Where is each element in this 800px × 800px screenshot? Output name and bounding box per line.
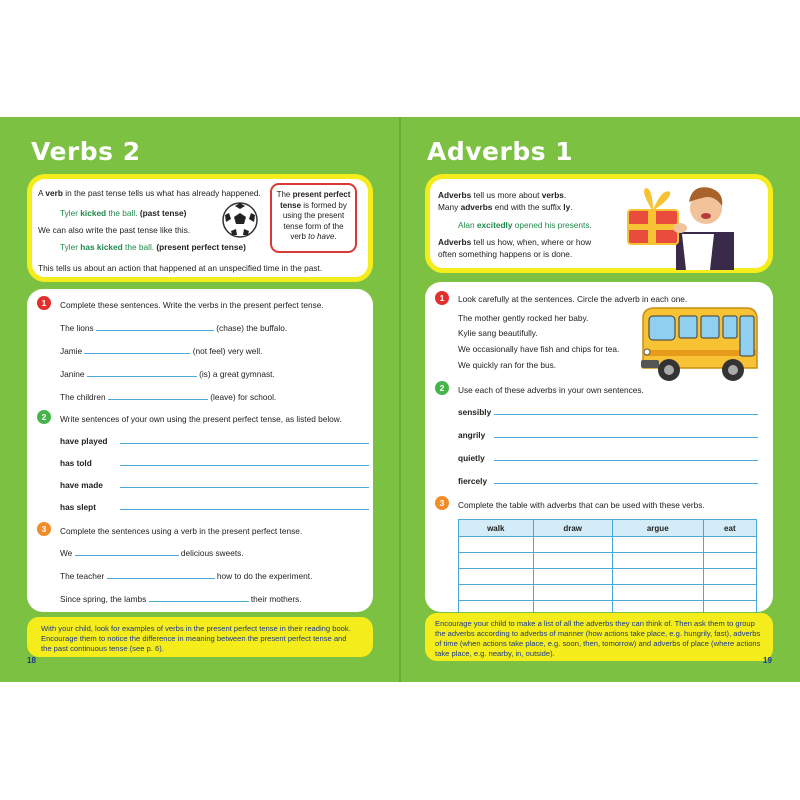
answer-line[interactable] <box>494 483 758 484</box>
table-cell[interactable] <box>612 569 703 585</box>
adverbs-q2-term: sensibly <box>458 407 492 417</box>
verbs-q3-item: We delicious sweets. <box>60 548 244 558</box>
adverbs-q1-sentence[interactable]: The mother gently rocked her baby. <box>458 313 589 323</box>
question-number-1: 1 <box>435 291 449 305</box>
table-cell[interactable] <box>459 537 534 553</box>
adverbs-table <box>458 519 757 617</box>
answer-line[interactable] <box>75 554 179 556</box>
adverbs-example: Alan excitedly opened his presents. <box>458 220 592 230</box>
verbs-q3-item: The teacher how to do the experiment. <box>60 571 313 581</box>
answer-line[interactable] <box>149 600 249 602</box>
verbs-intro-line1: A verb in the past tense tells us what has already happened. <box>38 188 261 198</box>
adverbs-q2-term: quietly <box>458 453 485 463</box>
table-row <box>459 537 757 553</box>
table-cell[interactable] <box>533 537 612 553</box>
verbs-intro-line3: This tells us about an action that happened at an unspecified time in the past. <box>38 263 323 273</box>
verbs-q2-term: has slept <box>60 502 96 512</box>
question-number-2: 2 <box>435 381 449 395</box>
verbs-exercise-panel <box>27 289 373 612</box>
page-title-verbs: Verbs 2 <box>31 137 141 166</box>
verbs-q1-item: Jamie (not feel) very well. <box>60 346 263 356</box>
school-bus-image <box>639 304 761 386</box>
verbs-example1: Tyler kicked the ball. (past tense) <box>60 208 187 218</box>
table-cell[interactable] <box>703 569 756 585</box>
table-cell[interactable] <box>703 537 756 553</box>
table-cell[interactable] <box>459 569 534 585</box>
adverbs-q1-sentence[interactable]: Kylie sang beautifully. <box>458 328 538 338</box>
table-row <box>459 553 757 569</box>
verbs-q3-item: Since spring, the lambs their mothers. <box>60 594 302 604</box>
question-number-1: 1 <box>37 296 51 310</box>
adverbs-intro-line2: Many adverbs end with the suffix ly. <box>438 202 573 212</box>
table-cell[interactable] <box>533 569 612 585</box>
answer-line[interactable] <box>87 375 197 377</box>
adverbs-q3-prompt: Complete the table with adverbs that can be used with these verbs. <box>458 500 705 510</box>
verbs-q2-term: have made <box>60 480 103 490</box>
table-cell[interactable] <box>459 585 534 601</box>
table-cell[interactable] <box>703 585 756 601</box>
verbs-q1-prompt: Complete these sentences. Write the verbs in the present perfect tense. <box>60 300 324 310</box>
table-header-walk: walk <box>459 520 534 537</box>
boy-with-present-image <box>622 180 762 270</box>
table-header-eat: eat <box>703 520 756 537</box>
adverbs-parent-tip: Encourage your child to make a list of all the adverbs they can think of. Then ask them to group the adverbs according to adverbs of manner (how actions take place, e.g. hungrily, fast), adverbs of time (when actions take place, e.g. soon, then, tomorrow) and adverbs of place (where actions take place, e.g. nearby, in, outside). <box>425 613 773 661</box>
answer-line[interactable] <box>84 352 190 354</box>
answer-line[interactable] <box>120 487 369 488</box>
adverbs-intro-line4: often something happens or is done. <box>438 249 573 259</box>
book-gutter <box>399 117 401 682</box>
page-title-adverbs: Adverbs 1 <box>427 137 574 166</box>
verbs-q2-prompt: Write sentences of your own using the present perfect tense, as listed below. <box>60 414 342 424</box>
table-cell[interactable] <box>612 553 703 569</box>
adverbs-q1-prompt: Look carefully at the sentences. Circle the adverb in each one. <box>458 294 688 304</box>
verbs-q3-prompt: Complete the sentences using a verb in the present perfect tense. <box>60 526 303 536</box>
verbs-q2-term: have played <box>60 436 108 446</box>
table-row <box>459 585 757 601</box>
adverbs-intro-line3: Adverbs tell us how, when, where or how <box>438 237 592 247</box>
table-cell[interactable] <box>612 537 703 553</box>
verbs-parent-tip: With your child, look for examples of verbs in the present perfect tense in their reading book. Encourage them to notice the difference in meaning between the present perfect tense and the past continuous tense (see p. 6). <box>27 617 373 657</box>
verbs-q2-term: has told <box>60 458 92 468</box>
adverbs-q2-term: fiercely <box>458 476 488 486</box>
question-number-3: 3 <box>435 496 449 510</box>
present-perfect-rule-box: The present perfect tense is formed by using the present tense form of the verb to have. <box>270 183 357 253</box>
adverbs-intro-line1: Adverbs tell us more about verbs. <box>438 190 567 200</box>
table-cell[interactable] <box>612 585 703 601</box>
table-cell[interactable] <box>703 553 756 569</box>
answer-line[interactable] <box>120 509 369 510</box>
answer-line[interactable] <box>120 443 369 444</box>
verbs-q1-item: The lions (chase) the buffalo. <box>60 323 288 333</box>
adverbs-q2-term: angrily <box>458 430 486 440</box>
adverbs-q2-prompt: Use each of these adverbs in your own sentences. <box>458 385 644 395</box>
answer-line[interactable] <box>120 465 369 466</box>
answer-line[interactable] <box>494 414 758 415</box>
adverbs-q1-sentence[interactable]: We occasionally have fish and chips for tea. <box>458 344 620 354</box>
answer-line[interactable] <box>494 437 758 438</box>
answer-line[interactable] <box>494 460 758 461</box>
answer-line[interactable] <box>108 398 208 400</box>
answer-line[interactable] <box>107 577 215 579</box>
verbs-q1-item: Janine (is) a great gymnast. <box>60 369 275 379</box>
page-number-left: 18 <box>27 656 36 665</box>
table-cell[interactable] <box>459 553 534 569</box>
verbs-example2: Tyler has kicked the ball. (present perfect tense) <box>60 242 246 252</box>
adverbs-q1-sentence[interactable]: We quickly ran for the bus. <box>458 360 557 370</box>
answer-line[interactable] <box>96 329 214 331</box>
verbs-intro-line2: We can also write the past tense like this. <box>38 225 191 235</box>
football-icon <box>221 201 259 239</box>
question-number-2: 2 <box>37 410 51 424</box>
table-row <box>459 569 757 585</box>
table-header-argue: argue <box>612 520 703 537</box>
table-cell[interactable] <box>533 585 612 601</box>
page-number-right: 19 <box>763 656 772 665</box>
verbs-q1-item: The children (leave) for school. <box>60 392 277 402</box>
question-number-3: 3 <box>37 522 51 536</box>
table-header-draw: draw <box>533 520 612 537</box>
table-cell[interactable] <box>533 553 612 569</box>
